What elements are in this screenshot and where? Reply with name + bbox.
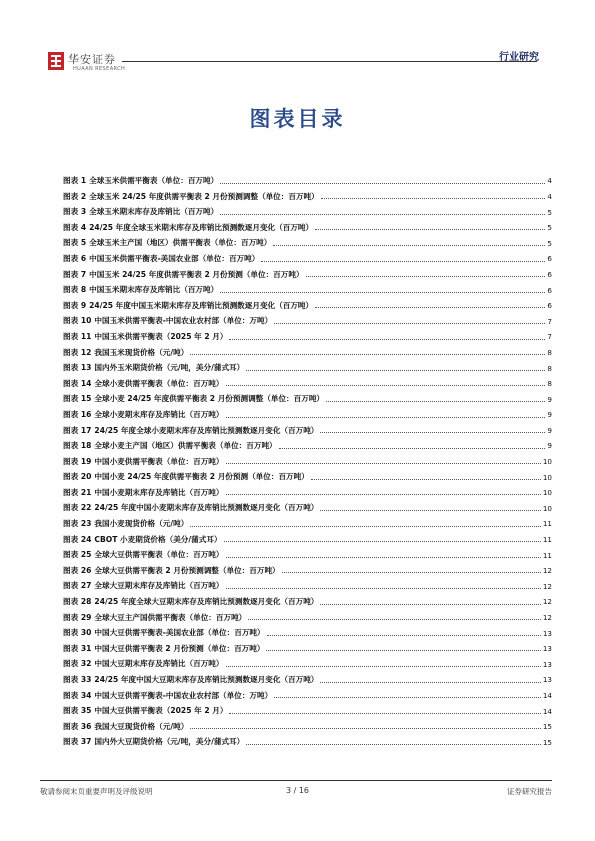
toc-entry[interactable] xyxy=(63,450,552,466)
toc-page-number: 6 xyxy=(547,269,552,279)
toc-figure-number: 图表 23 xyxy=(63,519,92,529)
toc-entry-label xyxy=(63,567,280,575)
toc-figure-title: 国内外大豆期货价格（元/吨，美分/蒲式耳） xyxy=(94,737,245,747)
toc-figure-number: 图表 7 xyxy=(63,269,87,279)
toc-figure-title: 中国玉米期末库存及库销比（百万吨） xyxy=(89,285,219,295)
toc-figure-title: 中国玉米供需平衡表-中国农业农村部（单位：万吨） xyxy=(94,316,273,326)
toc-dot-leader xyxy=(306,276,546,277)
toc-figure-number: 图表 11 xyxy=(63,331,92,341)
toc-page-number: 15 xyxy=(542,737,552,747)
toc-figure-title: 中国小麦 24/25 年度供需平衡表 2 月份预测（单位：百万吨） xyxy=(94,472,309,482)
toc-page-number: 5 xyxy=(547,238,552,248)
toc-entry[interactable] xyxy=(63,606,552,622)
toc-figure-number: 图表 35 xyxy=(63,706,92,716)
report-type: 证券研究报告 xyxy=(507,787,552,796)
toc-figure-title: 24/25 年度全球玉米期末库存及库销比预测数逐月变化（百万吨） xyxy=(89,222,314,232)
toc-figure-title: 我国小麦现货价格（元/吨） xyxy=(94,519,189,529)
toc-entry[interactable] xyxy=(63,185,552,201)
toc-page-number: 11 xyxy=(542,550,552,560)
toc-figure-number: 图表 33 xyxy=(63,675,92,684)
toc-dot-leader xyxy=(315,229,545,230)
toc-page-number: 5 xyxy=(547,223,552,233)
toc-entry[interactable] xyxy=(63,481,552,497)
toc-entry-label xyxy=(63,271,304,279)
toc-dot-leader xyxy=(282,572,541,573)
header-divider xyxy=(122,61,537,62)
toc-dot-leader xyxy=(190,526,541,527)
toc-entry[interactable] xyxy=(63,652,552,668)
toc-figure-number: 图表 3 xyxy=(63,207,87,217)
toc-figure-title: 全球小麦 24/25 年度供需平衡表 2 月份预测调整（单位：百万吨） xyxy=(94,394,325,404)
toc-figure-title: 全球大豆供需平衡表 2 月份预测调整（单位：百万吨） xyxy=(94,565,280,575)
toc-figure-title: 中国小麦供需平衡表（单位：百万吨） xyxy=(94,456,224,466)
toc-figure-title: 中国大豆期末库存及库销比（百万吨） xyxy=(94,659,224,669)
toc-dot-leader xyxy=(261,261,545,262)
toc-figure-title: 中国大豆供需平衡表-中国农业农村部（单位：万吨） xyxy=(94,690,273,700)
toc-figure-title: 24/25 年度全球小麦期末库存及库销比预测数逐月变化（百万吨） xyxy=(94,425,319,435)
toc-entry[interactable] xyxy=(63,559,552,575)
toc-dot-leader xyxy=(320,510,540,511)
toc-entry[interactable] xyxy=(63,434,552,450)
toc-page-number: 15 xyxy=(542,722,552,732)
toc-figure-title: 全球玉米 24/25 年度供需平衡表 2 月份预测调整（单位：百万吨） xyxy=(89,191,319,201)
toc-dot-leader xyxy=(321,198,546,199)
toc-figure-title: 中国小麦期末库存及库销比（百万吨） xyxy=(94,487,224,497)
toc-figure-number: 图表 4 xyxy=(63,222,87,232)
toc-figure-number: 图表 1 xyxy=(63,176,87,185)
toc-figure-title: 全球小麦主产国（地区）供需平衡表（单位：百万吨） xyxy=(94,441,277,451)
logo-text: 华安证券 xyxy=(68,53,116,66)
toc-entry-label xyxy=(63,427,318,435)
toc-entry[interactable] xyxy=(63,278,552,294)
page-title: 图表目录 xyxy=(249,107,346,131)
toc-entry-label xyxy=(63,208,218,216)
toc-dot-leader xyxy=(246,370,545,371)
toc-figure-number: 图表 24 xyxy=(63,534,92,544)
toc-entry-label xyxy=(63,317,272,325)
toc-entry[interactable] xyxy=(63,715,552,731)
toc-entry-label xyxy=(63,551,224,559)
toc-page-number: 11 xyxy=(542,519,552,529)
toc-entry-label xyxy=(63,645,264,653)
toc-page-number: 6 xyxy=(547,301,552,311)
toc-page-number: 10 xyxy=(542,472,552,482)
toc-entry-label xyxy=(63,660,224,668)
toc-dot-leader xyxy=(226,666,541,667)
toc-entry-label xyxy=(63,302,313,310)
toc-dot-leader xyxy=(226,417,546,418)
table-of-figures xyxy=(63,169,552,746)
toc-figure-title: 全球小麦供需平衡表（单位：百万吨） xyxy=(94,378,224,388)
toc-entry-label xyxy=(63,255,259,263)
toc-entry[interactable] xyxy=(63,263,552,279)
toc-figure-number: 图表 19 xyxy=(63,456,92,466)
toc-dot-leader xyxy=(326,401,545,402)
toc-entry[interactable] xyxy=(63,200,552,216)
toc-dot-leader xyxy=(226,385,546,386)
toc-figure-number: 图表 10 xyxy=(63,316,92,326)
toc-entry[interactable] xyxy=(63,419,552,435)
toc-entry[interactable] xyxy=(63,730,552,746)
toc-entry-label xyxy=(63,520,188,528)
toc-dot-leader xyxy=(248,619,541,620)
toc-figure-title: 全球大豆主产国供需平衡表（单位：百万吨） xyxy=(94,612,247,622)
toc-entry[interactable] xyxy=(63,403,552,419)
toc-figure-number: 图表 14 xyxy=(63,378,92,388)
toc-dot-leader xyxy=(229,339,545,340)
toc-entry-label xyxy=(63,286,218,294)
toc-figure-title: 全球大豆供需平衡表（单位：百万吨） xyxy=(94,550,224,560)
toc-entry-label xyxy=(63,193,319,201)
toc-figure-number: 图表 36 xyxy=(63,721,92,731)
toc-figure-number: 图表 22 xyxy=(63,503,92,513)
toc-entry[interactable] xyxy=(63,637,552,653)
toc-page-number: 9 xyxy=(547,425,552,435)
toc-figure-number: 图表 29 xyxy=(63,612,92,622)
toc-dot-leader xyxy=(266,650,540,651)
toc-dot-leader xyxy=(190,354,545,355)
toc-dot-leader xyxy=(220,214,545,215)
toc-dot-leader xyxy=(311,479,541,480)
toc-entry-label xyxy=(63,614,246,622)
toc-dot-leader xyxy=(220,183,545,184)
toc-figure-number: 图表 21 xyxy=(63,487,92,497)
toc-dot-leader xyxy=(226,463,541,464)
toc-entry[interactable] xyxy=(63,387,552,403)
toc-figure-number: 图表 8 xyxy=(63,285,87,295)
toc-dot-leader xyxy=(273,245,545,246)
toc-entry[interactable] xyxy=(63,621,552,637)
toc-entry-label xyxy=(63,349,188,357)
toc-figure-title: 全球玉米期末库存及库销比（百万吨） xyxy=(89,207,219,217)
toc-figure-title: 全球玉米供需平衡表（单位：百万吨） xyxy=(89,176,219,185)
toc-entry[interactable] xyxy=(63,668,552,684)
page-number: 3 / 16 xyxy=(285,786,310,795)
toc-figure-title: 24/25 年度全球大豆期末库存及库销比预测数逐月变化（百万吨） xyxy=(94,597,319,607)
toc-dot-leader xyxy=(320,604,540,605)
toc-figure-number: 图表 2 xyxy=(63,191,87,201)
toc-figure-number: 图表 6 xyxy=(63,253,87,263)
toc-dot-leader xyxy=(226,494,541,495)
toc-figure-title: 中国大豆供需平衡表（2025 年 2 月） xyxy=(94,706,228,716)
toc-figure-number: 图表 31 xyxy=(63,643,92,653)
toc-dot-leader xyxy=(229,713,540,714)
toc-entry[interactable] xyxy=(63,169,552,185)
toc-entry[interactable] xyxy=(63,528,552,544)
toc-page-number: 13 xyxy=(542,659,552,669)
toc-entry-label xyxy=(63,224,313,232)
toc-figure-number: 图表 25 xyxy=(63,550,92,560)
toc-dot-leader xyxy=(274,697,541,698)
toc-entry[interactable] xyxy=(63,699,552,715)
toc-page-number: 8 xyxy=(547,379,552,389)
toc-page-number: 4 xyxy=(547,191,552,201)
toc-figure-number: 图表 13 xyxy=(63,363,92,373)
toc-figure-number: 图表 5 xyxy=(63,238,87,248)
toc-page-number: 4 xyxy=(547,176,552,186)
toc-entry-label xyxy=(63,473,309,481)
section-label: 行业研究 xyxy=(499,52,539,63)
toc-entry[interactable] xyxy=(63,496,552,512)
toc-figure-title: 中国大豆供需平衡表 2 月份预测（单位：百万吨） xyxy=(94,643,265,653)
toc-figure-number: 图表 15 xyxy=(63,394,92,404)
toc-entry[interactable] xyxy=(63,216,552,232)
toc-entry-label xyxy=(63,395,324,403)
toc-dot-leader xyxy=(220,292,545,293)
toc-entry[interactable] xyxy=(63,325,552,341)
footer-disclaimer: 敬请参阅末页重要声明及评级说明 xyxy=(40,787,153,796)
toc-page-number: 10 xyxy=(542,503,552,513)
toc-entry-label xyxy=(63,177,218,185)
toc-dot-leader xyxy=(190,728,541,729)
toc-page-number: 14 xyxy=(542,690,552,700)
toc-entry-label xyxy=(63,380,224,388)
toc-page-number: 13 xyxy=(542,628,552,638)
toc-dot-leader xyxy=(226,588,541,589)
toc-entry[interactable] xyxy=(63,341,552,357)
toc-entry-label xyxy=(63,723,188,731)
toc-figure-number: 图表 18 xyxy=(63,441,92,451)
toc-dot-leader xyxy=(267,635,541,636)
logo-mark-icon xyxy=(48,52,64,70)
toc-page-number: 13 xyxy=(542,675,552,685)
toc-dot-leader xyxy=(246,744,541,745)
toc-page-number: 5 xyxy=(547,207,552,217)
toc-figure-number: 图表 16 xyxy=(63,409,92,419)
toc-page-number: 13 xyxy=(542,644,552,654)
toc-entry-label xyxy=(63,598,318,606)
toc-figure-number: 图表 27 xyxy=(63,581,92,591)
toc-figure-number: 图表 30 xyxy=(63,628,92,638)
footer-divider xyxy=(40,780,552,781)
toc-page-number: 11 xyxy=(542,535,552,545)
toc-page-number: 12 xyxy=(542,566,552,576)
toc-entry-label xyxy=(63,707,227,715)
toc-figure-number: 图表 26 xyxy=(63,565,92,575)
toc-page-number: 9 xyxy=(547,441,552,451)
toc-figure-title: CBOT 小麦期货价格（美分/蒲式耳） xyxy=(94,534,222,544)
toc-page-number: 9 xyxy=(547,394,552,404)
toc-entry[interactable] xyxy=(63,231,552,247)
toc-page-number: 8 xyxy=(547,347,552,357)
toc-figure-number: 图表 20 xyxy=(63,472,92,482)
toc-figure-number: 图表 37 xyxy=(63,737,92,747)
toc-figure-title: 中国玉米供需平衡表-美国农业部（单位：百万吨） xyxy=(89,253,260,263)
toc-entry[interactable] xyxy=(63,356,552,372)
toc-figure-number: 图表 32 xyxy=(63,659,92,669)
toc-figure-title: 全球大豆期末库存及库销比（百万吨） xyxy=(94,581,224,591)
toc-entry[interactable] xyxy=(63,247,552,263)
toc-entry-label xyxy=(63,333,227,341)
toc-entry-label xyxy=(63,692,272,700)
toc-entry-label xyxy=(63,536,222,544)
toc-figure-title: 24/25 年度中国小麦期末库存及库销比预测数逐月变化（百万吨） xyxy=(94,503,319,513)
toc-figure-number: 图表 34 xyxy=(63,690,92,700)
toc-figure-title: 我国玉米现货价格（元/吨） xyxy=(94,347,189,357)
toc-dot-leader xyxy=(315,307,545,308)
toc-page-number: 12 xyxy=(542,581,552,591)
toc-figure-title: 我国大豆现货价格（元/吨） xyxy=(94,721,189,731)
toc-entry[interactable] xyxy=(63,309,552,325)
toc-page-number: 10 xyxy=(542,488,552,498)
toc-entry-label xyxy=(63,458,224,466)
toc-entry[interactable] xyxy=(63,465,552,481)
toc-dot-leader xyxy=(320,682,540,683)
toc-dot-leader xyxy=(279,448,546,449)
toc-figure-title: 中国大豆供需平衡表-美国农业部（单位：百万吨） xyxy=(94,628,265,638)
toc-figure-number: 图表 28 xyxy=(63,597,92,607)
toc-dot-leader xyxy=(274,323,545,324)
toc-page-number: 7 xyxy=(547,316,552,326)
toc-figure-title: 国内外玉米期货价格（元/吨，美分/蒲式耳） xyxy=(94,363,245,373)
logo-subtext: HUAAN RESEARCH xyxy=(73,66,126,72)
toc-figure-title: 全球小麦期末库存及库销比（百万吨） xyxy=(94,409,224,419)
toc-entry[interactable] xyxy=(63,590,552,606)
toc-page-number: 6 xyxy=(547,254,552,264)
toc-page-number: 9 xyxy=(547,410,552,420)
toc-page-number: 12 xyxy=(542,613,552,623)
toc-page-number: 12 xyxy=(542,597,552,607)
toc-entry-label xyxy=(63,504,318,512)
toc-entry-label xyxy=(63,489,224,497)
toc-dot-leader xyxy=(226,557,541,558)
toc-figure-title: 中国玉米供需平衡表（2025 年 2 月） xyxy=(94,331,228,341)
toc-entry[interactable] xyxy=(63,543,552,559)
page-header xyxy=(0,0,595,80)
toc-figure-title: 中国玉米 24/25 年度供需平衡表 2 月份预测（单位：百万吨） xyxy=(89,269,304,279)
toc-entry[interactable] xyxy=(63,372,552,388)
toc-page-number: 7 xyxy=(547,332,552,342)
toc-entry[interactable] xyxy=(63,294,552,310)
toc-entry[interactable] xyxy=(63,574,552,590)
toc-figure-title: 全球玉米主产国（地区）供需平衡表（单位：百万吨） xyxy=(89,238,272,248)
toc-figure-title: 24/25 年度中国大豆期末库存及库销比预测数逐月变化（百万吨） xyxy=(94,675,319,684)
toc-entry[interactable] xyxy=(63,512,552,528)
toc-figure-number: 图表 17 xyxy=(63,425,92,435)
toc-page-number: 14 xyxy=(542,706,552,716)
toc-entry-label xyxy=(63,629,265,637)
toc-entry-label xyxy=(63,738,244,746)
toc-dot-leader xyxy=(224,541,541,542)
toc-figure-number: 图表 9 xyxy=(63,300,87,310)
toc-entry-label xyxy=(63,364,244,372)
toc-dot-leader xyxy=(320,432,545,433)
toc-entry[interactable] xyxy=(63,684,552,700)
toc-entry-label xyxy=(63,442,277,450)
toc-figure-title: 24/25 年度中国玉米期末库存及库销比预测数逐月变化（百万吨） xyxy=(89,300,314,310)
toc-entry-label xyxy=(63,676,318,684)
toc-page-number: 6 xyxy=(547,285,552,295)
toc-entry-label xyxy=(63,239,271,247)
toc-page-number: 8 xyxy=(547,363,552,373)
toc-page-number: 10 xyxy=(542,457,552,467)
toc-entry-label xyxy=(63,582,224,590)
toc-entry-label xyxy=(63,411,224,419)
toc-figure-number: 图表 12 xyxy=(63,347,92,357)
